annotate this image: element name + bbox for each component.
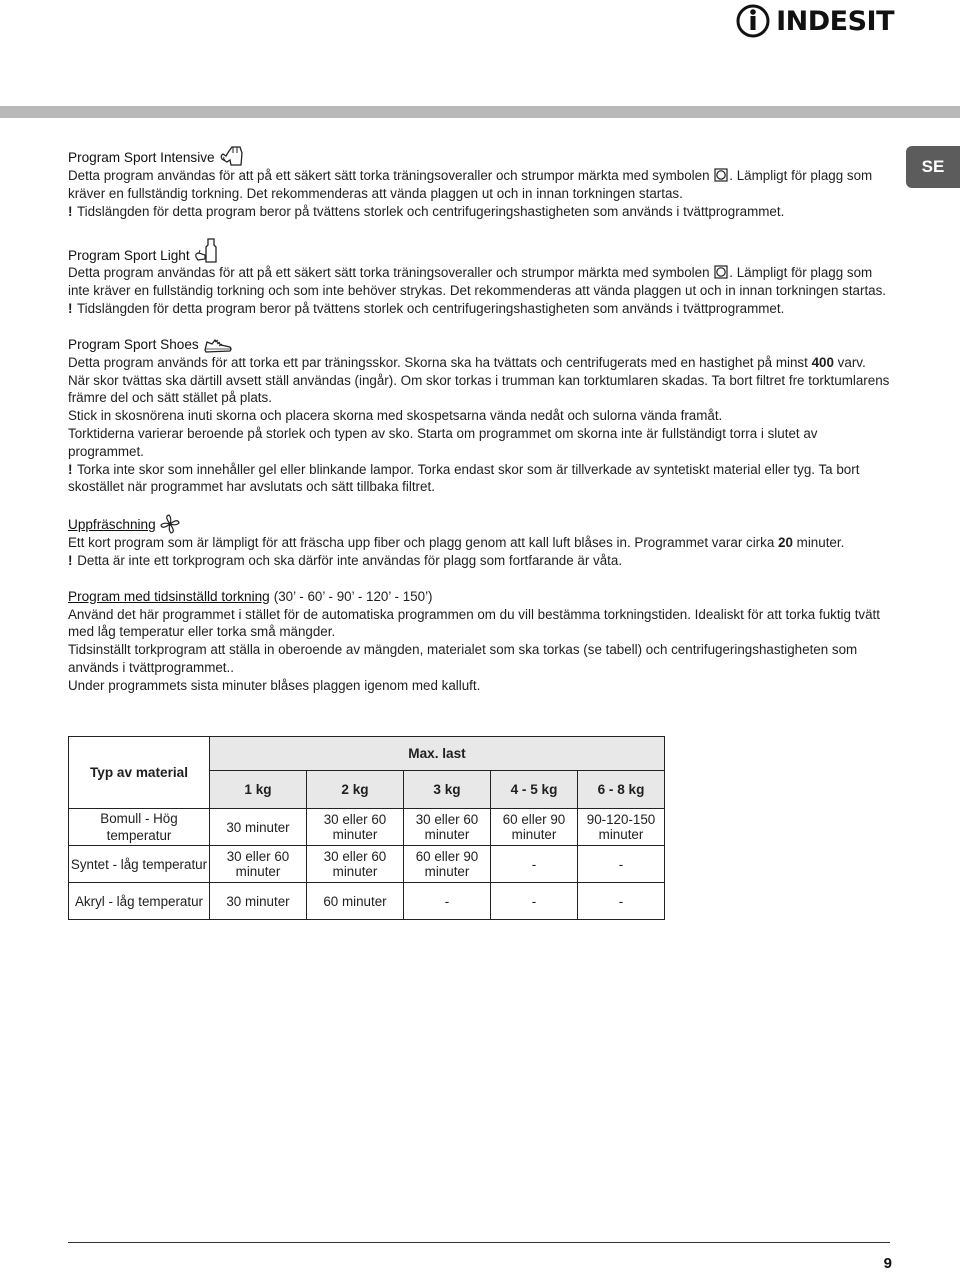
- warning-note: ! Tidslängden för detta program beror på tvättens storlek och centrifugeringshastigheten som används i tvättprogrammet.: [68, 203, 785, 219]
- warning-note: ! Tidslängden för detta program beror på tvättens storlek och centrifugeringshastigheten som används i tvättprogrammet.: [68, 300, 785, 316]
- section-paragraph: Stick in skosnörena inuti skorna och placera skorna med skospetsarna vända nedåt och sulorna vända framåt.: [68, 408, 723, 424]
- section-title: Program med tidsinställd torkning: [68, 588, 270, 604]
- material-cell: Akryl - låg temperatur: [69, 883, 210, 920]
- table-cell: 30 eller 60 minuter: [404, 809, 491, 846]
- section-timed-drying: [68, 588, 890, 695]
- table-cell: -: [404, 883, 491, 920]
- tumble-dry-symbol-icon: [714, 168, 728, 182]
- table-cell: 30 eller 60 minuter: [307, 809, 404, 846]
- section-sport-intensive: [68, 145, 890, 220]
- section-paragraph: Ett kort program som är lämpligt för att fräscha upp fiber och plagg genom att kall luft blåses in. Programmet varar cirka 20 minuter.: [68, 535, 845, 551]
- table-cell: -: [578, 883, 665, 920]
- table-cell: 60 eller 90 minuter: [491, 809, 578, 846]
- header-divider: [0, 106, 960, 118]
- max-load-header: Max. last: [210, 737, 665, 771]
- weight-header: 6 - 8 kg: [578, 770, 665, 808]
- section-paragraph: Detta program användas för att på ett säkert sätt torka träningsoveraller och strumpor märkta med symbolen . Lämpligt för plagg som kräver en fullständig torkning. Det rekommenderas att vända plaggen ut och in innan torkningen startas.: [68, 168, 873, 201]
- table-row: [69, 809, 665, 846]
- weight-header: 2 kg: [307, 770, 404, 808]
- warning-mark: !: [68, 300, 73, 316]
- weight-header: 1 kg: [210, 770, 307, 808]
- indesit-emblem-icon: [736, 4, 770, 38]
- main-content: [68, 145, 890, 713]
- section-title: Program Sport Light: [68, 247, 190, 263]
- table-cell: 30 minuter: [210, 883, 307, 920]
- section-paragraph: När skor tvättas ska därtill avsett ställ användas (ingår). Om skor torkas i trumman kan torktumlaren skadas. Ta bort filtret fre torktumlarens främre del och sätt stället på plats.: [68, 372, 890, 406]
- table-cell: 60 minuter: [307, 883, 404, 920]
- warning-mark: !: [68, 552, 73, 568]
- language-tab: SE: [906, 146, 960, 188]
- weight-header: 4 - 5 kg: [491, 770, 578, 808]
- min-spin-speed: 400: [811, 354, 834, 370]
- section-heading: [68, 588, 890, 606]
- material-cell: Bomull - Hög temperatur: [69, 809, 210, 846]
- table-row: [69, 883, 665, 920]
- footer-divider: [68, 1242, 890, 1243]
- section-refresh: [68, 514, 890, 570]
- table-cell: -: [491, 883, 578, 920]
- brand-name: INDESIT: [776, 5, 894, 37]
- program-duration: 20: [778, 535, 793, 551]
- section-title: Program Sport Intensive: [68, 150, 215, 166]
- material-type-header: Typ av material: [69, 737, 210, 809]
- weight-header: 3 kg: [404, 770, 491, 808]
- section-paragraph: Detta program används för att torka ett par träningsskor. Skorna ska ha tvättats och centrifugerats med en hastighet på minst 400 varv.: [68, 354, 866, 370]
- section-paragraph: Torktiderna varierar beroende på storlek och typen av sko. Starta om programmet om skorna inte är fullständigt torra i slutet av programmet.: [68, 425, 818, 459]
- table-cell: 90-120-150 minuter: [578, 809, 665, 846]
- table-cell: 30 minuter: [210, 809, 307, 846]
- warning-note: ! Torka inte skor som innehåller gel eller blinkande lampor. Torka endast skor som är tillverkade av syntetiskt material eller tyg. Ta bort skostället när programmet har avslutats och sätt tillbaka filtret.: [68, 461, 860, 495]
- sport-shoe-icon: [203, 336, 233, 354]
- material-cell: Syntet - låg temperatur: [69, 846, 210, 883]
- section-sport-shoes: [68, 336, 890, 496]
- fan-icon: [160, 514, 180, 534]
- drying-time-table: [68, 736, 665, 920]
- section-heading: [68, 238, 890, 264]
- section-paragraph: Detta program användas för att på ett säkert sätt torka träningsoveraller och strumpor märkta med symbolen . Lämpligt för plagg som inte kräver en fullständig torkning och som inte behöver strykas. Det rekommenderas att vända plaggen ut och in innan torkningen startas.: [68, 265, 887, 299]
- table-row: [69, 846, 665, 883]
- table-cell: 60 eller 90 minuter: [404, 846, 491, 883]
- table-cell: -: [578, 846, 665, 883]
- warning-mark: !: [68, 203, 73, 219]
- table-cell: 30 eller 60 minuter: [210, 846, 307, 883]
- section-paragraph: Under programmets sista minuter blåses plaggen igenom med kalluft.: [68, 677, 481, 693]
- section-title: Uppfräschning: [68, 517, 156, 533]
- section-paragraph: Använd det här programmet i stället för de automatiska programmen om du vill bestämma torkningstiden. Idealiskt för att torka fuktig tvätt med låg temperatur eller torka små mängder.: [68, 606, 880, 640]
- table-cell: 30 eller 60 minuter: [307, 846, 404, 883]
- sport-intensive-icon: [219, 145, 247, 167]
- section-heading: [68, 336, 890, 354]
- table-cell: -: [491, 846, 578, 883]
- section-heading: [68, 514, 890, 534]
- page-header: [0, 0, 960, 107]
- sport-light-icon: [194, 238, 222, 264]
- warning-mark: !: [68, 461, 73, 477]
- section-subtitle: (30’ - 60’ - 90’ - 120’ - 150’): [273, 588, 433, 604]
- warning-note: ! Detta är inte ett torkprogram och ska därför inte användas för plagg som fortfarande är våta.: [68, 552, 623, 568]
- brand-logo: [736, 4, 894, 38]
- section-paragraph: Tidsinställt torkprogram att ställa in oberoende av mängden, materialet som ska torkas (se tabell) och centrifugeringshastigheten som används i tvättprogrammet..: [68, 642, 858, 675]
- section-sport-light: [68, 238, 890, 317]
- section-title: Program Sport Shoes: [68, 336, 199, 352]
- page-number: 9: [883, 1255, 892, 1272]
- section-heading: [68, 145, 890, 167]
- tumble-dry-symbol-icon: [714, 265, 728, 279]
